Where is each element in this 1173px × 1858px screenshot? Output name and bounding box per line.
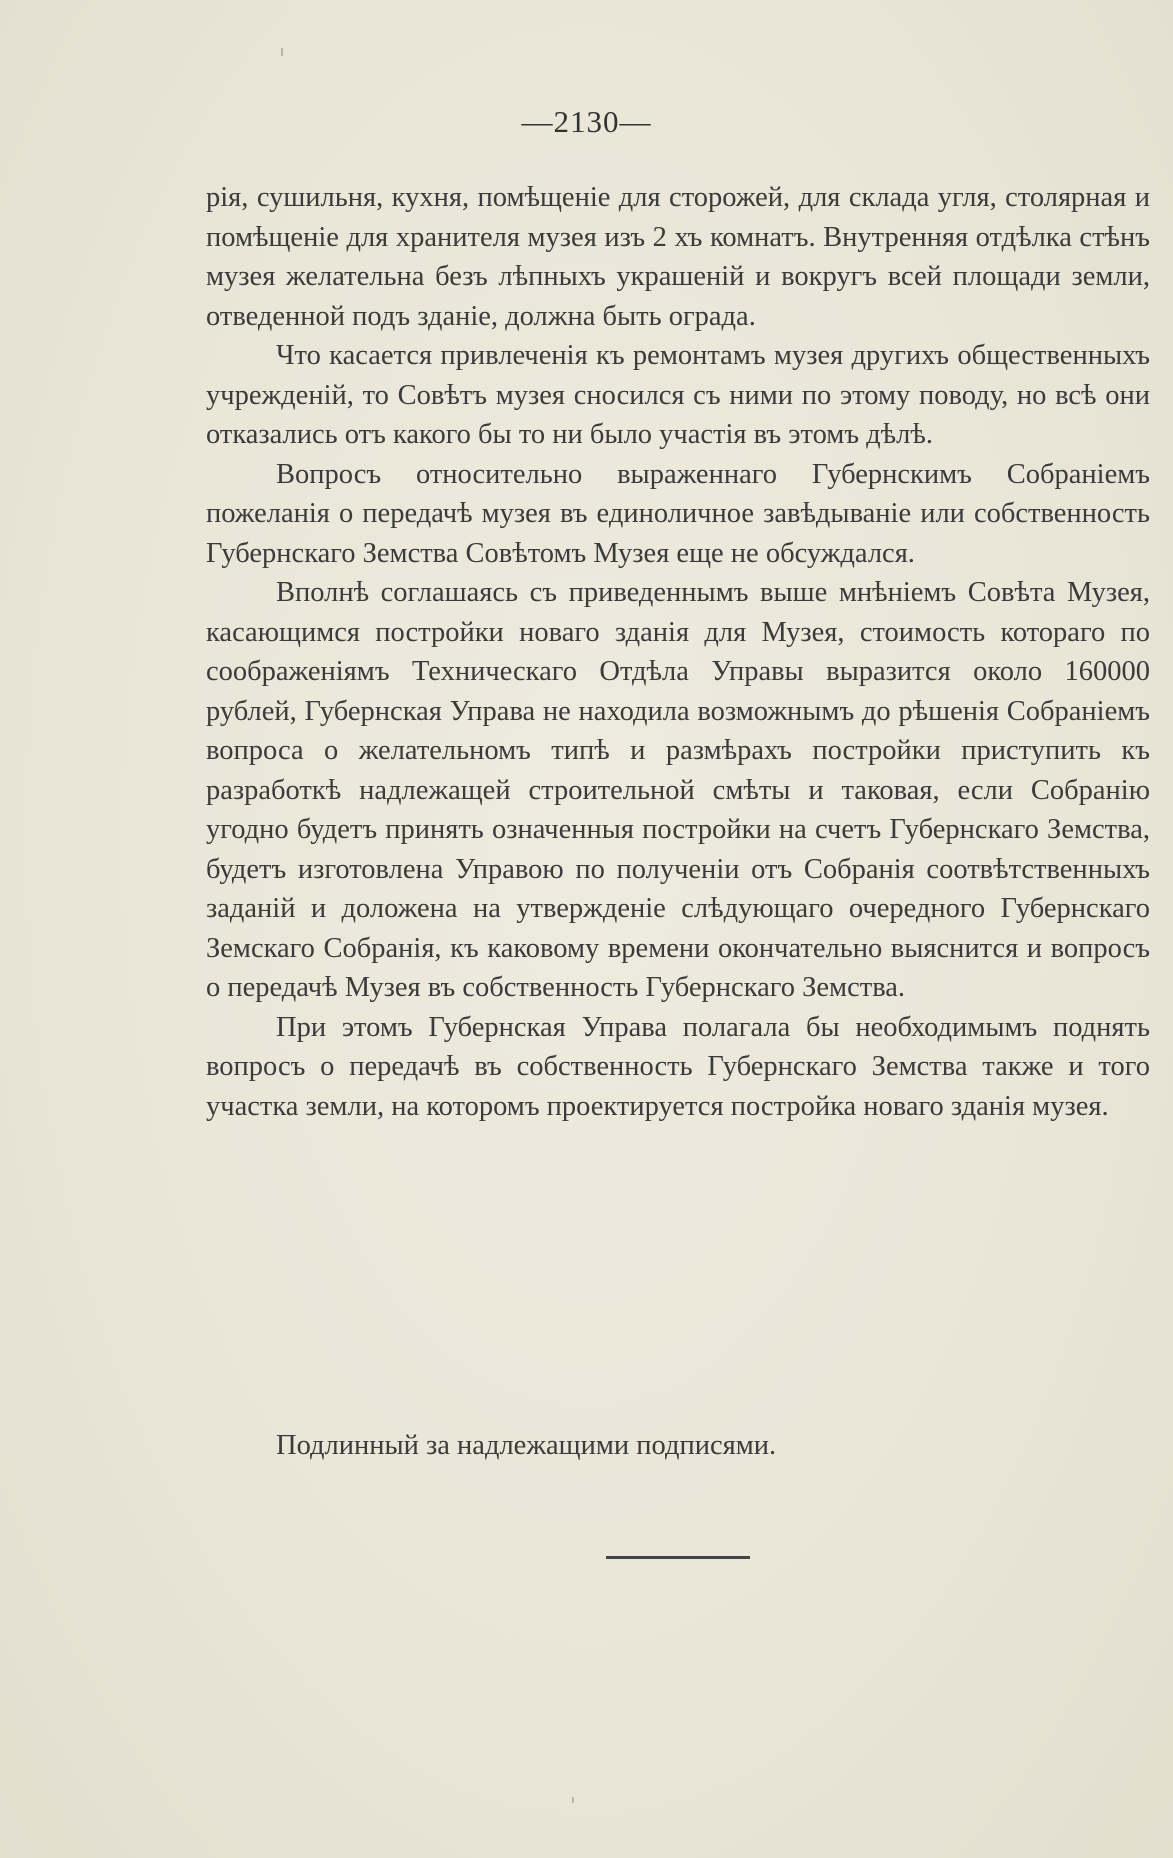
- paragraph-5: При этомъ Губернская Управа полагала бы необходимымъ поднять вопросъ о передачѣ въ собственность Губернскаго Земства также и того участка земли, на которомъ проектируется постройка новаго зданія музея.: [206, 1011, 1150, 1122]
- scan-speck: [281, 48, 283, 56]
- signature-line: Подлинный за надлежащими подписями.: [276, 1430, 777, 1461]
- body-text: [206, 178, 1150, 1126]
- page-number: —2130—: [521, 104, 652, 139]
- end-rule-divider: [606, 1556, 750, 1559]
- paragraph-4: Вполнѣ соглашаясь съ приведеннымъ выше мнѣніемъ Совѣта Музея, касающимся постройки новаго зданія для Музея, стоимость котораго по соображеніямъ Техническаго Отдѣла Управы выразится около 160000 рублей, Губернская Управа не находила возможнымъ до рѣшенія Собраніемъ вопроса о желательномъ типѣ и размѣрахъ постройки приступить къ разработкѣ надлежащей строительной смѣты и таковая, если Собранію угодно будетъ принять означенныя постройки на счетъ Губернскаго Земства, будетъ изготовлена Управою по полученіи отъ Собранія соотвѣтственныхъ заданій и доложена на утвержденіе слѣдующаго очередного Губернскаго Земскаго Собранія, къ каковому времени окончательно выяснится и вопросъ о передачѣ Музея въ собственность Губернскаго Земства.: [206, 577, 1150, 1003]
- paragraph-1: рія, сушильня, кухня, помѣщеніе для сторожей, для склада угля, столярная и помѣщеніе для хранителя музея изъ 2 хъ комнатъ. Внутренняя отдѣлка стѣнъ музея желательна безъ лѣпныхъ украшеній и вокругъ всей площади земли, отведенной подъ зданіе, должна быть ограда.: [206, 182, 1150, 332]
- paragraph-2: Что касается привлеченія къ ремонтамъ музея другихъ общественныхъ учрежденій, то Совѣтъ музея сносился съ ними по этому поводу, но всѣ они отказались отъ какого бы то ни было участія въ этомъ дѣлѣ.: [206, 340, 1150, 450]
- scan-speck: [572, 1797, 574, 1803]
- paragraph-3: Вопросъ относительно выраженнаго Губернскимъ Собраніемъ пожеланія о передачѣ музея въ единоличное завѣдываніе или собственность Губернскаго Земства Совѣтомъ Музея еще не обсуждался.: [206, 458, 1150, 569]
